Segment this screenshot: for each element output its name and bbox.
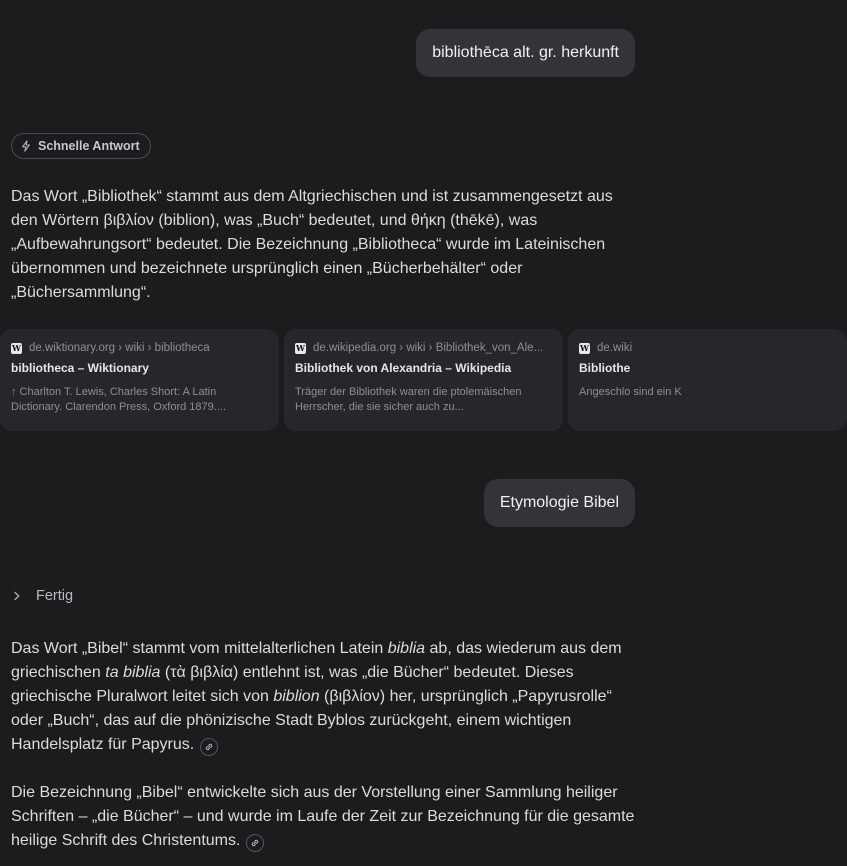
answer-emphasis: ta biblia bbox=[105, 664, 161, 681]
user-message-1: bibliothēca alt. gr. herkunft bbox=[416, 29, 635, 77]
answer-text: ab, das wiederum aus dem griechischen bbox=[11, 640, 622, 681]
answer-emphasis: biblia bbox=[387, 640, 426, 657]
answer-text: Die Bezeichnung „Bibel“ entwickelte sich aus der Vorstellung einer Sammlung heiliger Schriften – „die Bücher“ – und wurde im Laufe der Zeit zur Bezeichnung für die gesamte heilige Schrift des Christentums. bbox=[11, 784, 635, 849]
source-snippet: Angeschlo sind ein K bbox=[579, 386, 682, 398]
answer-text: Das Wort „Bibel“ stammt vom mittelalterlichen Latein bbox=[11, 640, 388, 657]
reasoning-status-toggle[interactable] bbox=[12, 588, 73, 604]
wikipedia-favicon-icon: W bbox=[580, 342, 589, 353]
wikipedia-favicon-icon: W bbox=[296, 342, 305, 353]
source-card[interactable] bbox=[0, 329, 279, 431]
assistant-answer-2-paragraph-2 bbox=[11, 781, 641, 853]
citation-link-icon[interactable] bbox=[246, 834, 264, 852]
citation-link-icon[interactable] bbox=[200, 738, 218, 756]
answer-text: (βιβλίον) her, ursprünglich „Papyrusrolle“ oder „Buch“, das auf die phönizische Stadt Byblos zurückgeht, einem wichtigen Handelsplatz für Papyrus. bbox=[11, 688, 612, 753]
user-message-2: Etymologie Bibel bbox=[484, 479, 635, 527]
chevron-right-icon bbox=[12, 591, 22, 601]
status-label: Fertig bbox=[36, 588, 74, 604]
source-title: Bibliothek von Alexandria – Wikipedia bbox=[295, 361, 512, 375]
source-title: Bibliothe bbox=[579, 361, 631, 375]
assistant-answer-2-paragraph-1 bbox=[11, 637, 641, 757]
source-card[interactable] bbox=[568, 329, 847, 431]
source-domain: de.wikipedia.org › wiki › Bibliothek_von_Ale... bbox=[313, 342, 544, 354]
source-snippet: ↑ Charlton T. Lewis, Charles Short: A Latin Dictionary. Clarendon Press, Oxford 1879.... bbox=[11, 386, 227, 413]
answer-text: (τὰ βιβλία) entlehnt ist, was „die Bücher“ bedeutet. Dieses griechische Pluralwort leitet sich von bbox=[11, 664, 574, 705]
source-title: bibliotheca – Wiktionary bbox=[11, 361, 149, 375]
assistant-answer-1: Das Wort „Bibliothek“ stammt aus dem Altgriechischen und ist zusammengesetzt aus den Wörtern βιβλίον (biblion), was „Buch“ bedeutet, und θήκη (thēkē), was „Aufbewahrungsort“ bedeutet. Die Bezeichnung „Bibliotheca“ wurde im Lateinischen übernommen und bezeichnete ursprünglich einen „Bücherbehälter“ oder „Büchersammlung“. bbox=[11, 188, 613, 301]
source-domain: de.wiktionary.org › wiki › bibliotheca bbox=[29, 342, 210, 354]
source-card[interactable] bbox=[284, 329, 563, 431]
source-cards bbox=[0, 329, 682, 432]
source-snippet: Träger der Bibliothek waren die ptolemäischen Herrscher, die sie sicher auch zu... bbox=[295, 386, 522, 413]
wiktionary-favicon-icon: W bbox=[12, 342, 21, 353]
quick-answer-badge[interactable] bbox=[11, 133, 151, 159]
source-domain: de.wiki bbox=[597, 342, 633, 354]
quick-answer-label: Schnelle Antwort bbox=[38, 139, 140, 153]
answer-emphasis: biblion bbox=[273, 688, 320, 705]
lightning-icon bbox=[20, 140, 32, 152]
